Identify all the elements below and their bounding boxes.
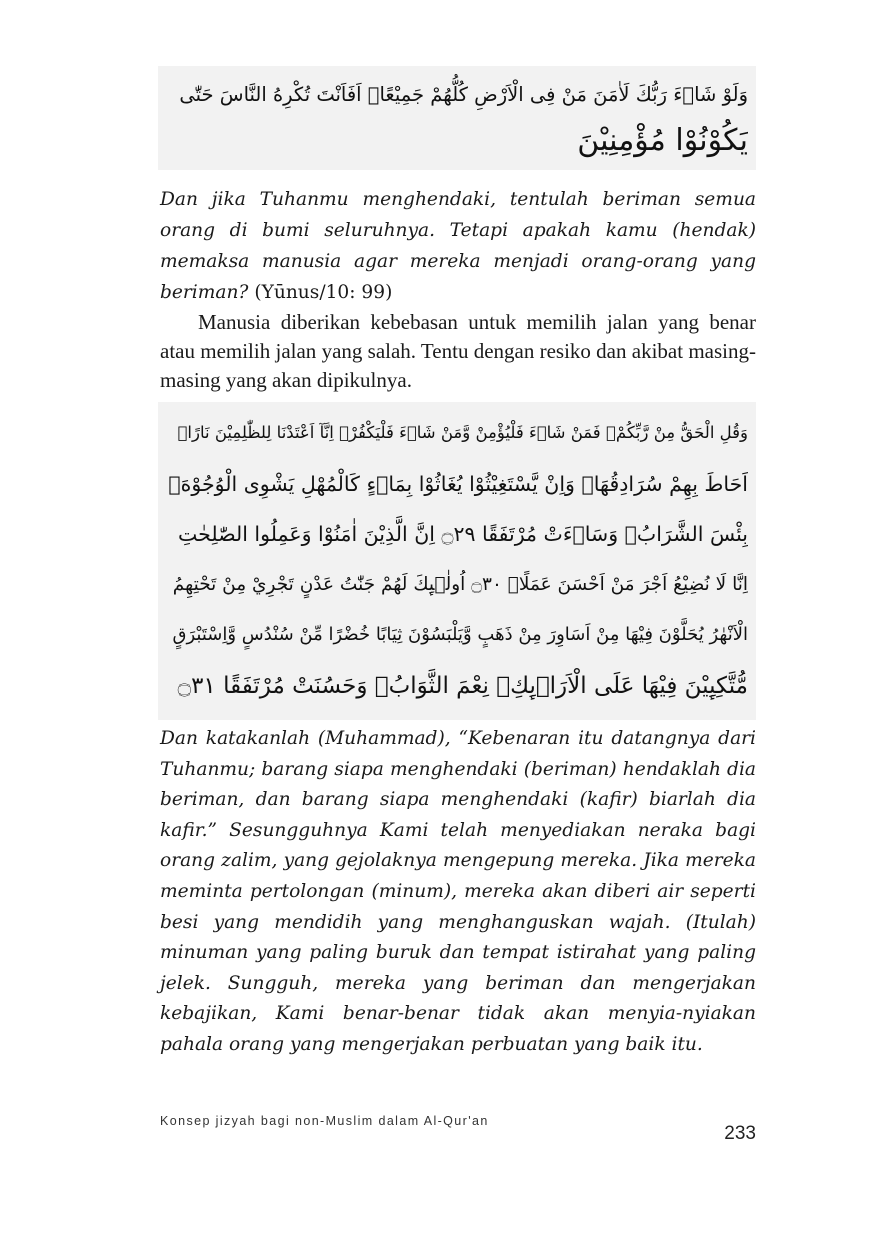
arabic-verse-kahf-29-31 xyxy=(158,402,756,720)
running-footer-title: Konsep jizyah bagi non-Muslim dalam Al-Qur'an xyxy=(160,1114,489,1128)
translation-yunus-99 xyxy=(160,184,756,308)
translation-text: Dan jika Tuhanmu menghendaki, tentulah beriman semua orang di bumi seluruhnya. Tetapi apakah kamu (hendak) memaksa manusia agar mereka menjadi orang-orang yang beriman? xyxy=(160,189,756,303)
arabic-line: اِنَّا لَا نُضِيْعُ اَجْرَ مَنْ اَحْسَنَ عَمَلًاۚ ۝٣٠ اُولٰۤىِٕكَ لَهُمْ جَنّٰتُ عَدْنٍ تَجْرِيْ مِنْ تَحْتِهِمُ xyxy=(172,573,748,595)
arabic-line: الْاَنْهٰرُ يُحَلَّوْنَ فِيْهَا مِنْ اَسَاوِرَ مِنْ ذَهَبٍ وَّيَلْبَسُوْنَ ثِيَابًا خُضْرًا مِّنْ سُنْدُسٍ وَّاِسْتَبْرَقٍ xyxy=(172,624,748,645)
arabic-line: وَقُلِ الْحَقُّ مِنْ رَّبِّكُمْۗ فَمَنْ شَاۤءَ فَلْيُؤْمِنْ وَّمَنْ شَاۤءَ فَلْيَكْفُرْۚ اِنَّآ اَعْتَدْنَا لِلظّٰلِمِيْنَ نَارًاۙ xyxy=(177,423,748,442)
verse-reference: (Yūnus/10: 99) xyxy=(254,282,393,303)
arabic-verse-yunus-99 xyxy=(158,66,756,170)
arabic-line: مُّتَّكِىِٕيْنَ فِيْهَا عَلَى الْاَرَاۤىِٕكِۗ نِعْمَ الثَّوَابُۗ وَحَسُنَتْ مُرْتَفَقًا ۝٣١ xyxy=(177,672,748,699)
arabic-line: اَحَاطَ بِهِمْ سُرَادِقُهَاۗ وَاِنْ يَّسْتَغِيْثُوْا يُغَاثُوْا بِمَاۤءٍ كَالْمُهْلِ يَشْوِى الْوُجُوْهَۗ xyxy=(168,471,748,496)
translation-kahf-29-31: Dan katakanlah (Muhammad), “Kebenaran itu datangnya dari Tuhanmu; barang siapa menghendaki (beriman) hendaklah dia beriman, dan barang siapa menghendaki (kafir) biarlah dia kafir.” Sesungguhnya Kami telah menyediakan neraka bagi orang zalim, yang gejolaknya mengepung mereka. Jika mereka meminta pertolongan (minum), mereka akan diberi air seperti besi yang mendidih yang menghanguskan wajah. (Itulah) minuman yang paling buruk dan tempat istirahat yang paling jelek. Sungguh, mereka yang beriman dan mengerjakan kebajikan, Kami benar-benar tidak akan menyia-nyiakan pahala orang yang mengerjakan perbuatan yang baik itu. xyxy=(160,728,756,1055)
body-paragraph: Manusia diberikan kebebasan untuk memilih jalan yang benar atau memilih jalan yang salah. Tentu dengan resiko dan akibat masing-masing yang akan dipikulnya. xyxy=(160,310,756,392)
arabic-line: يَكُوْنُوْا مُؤْمِنِيْنَ xyxy=(577,123,748,158)
page-number: 233 xyxy=(724,1123,756,1144)
arabic-line: بِئْسَ الشَّرَابُۗ وَسَاۤءَتْ مُرْتَفَقًا ۝٢٩ اِنَّ الَّذِيْنَ اٰمَنُوْا وَعَمِلُوا الصّٰلِحٰتِ xyxy=(178,522,748,546)
arabic-line: وَلَوْ شَاۤءَ رَبُّكَ لَاٰمَنَ مَنْ فِى الْاَرْضِ كُلُّهُمْ جَمِيْعًاۗ اَفَاَنْتَ تُكْرِهُ النَّاسَ حَتّٰى xyxy=(179,83,748,106)
